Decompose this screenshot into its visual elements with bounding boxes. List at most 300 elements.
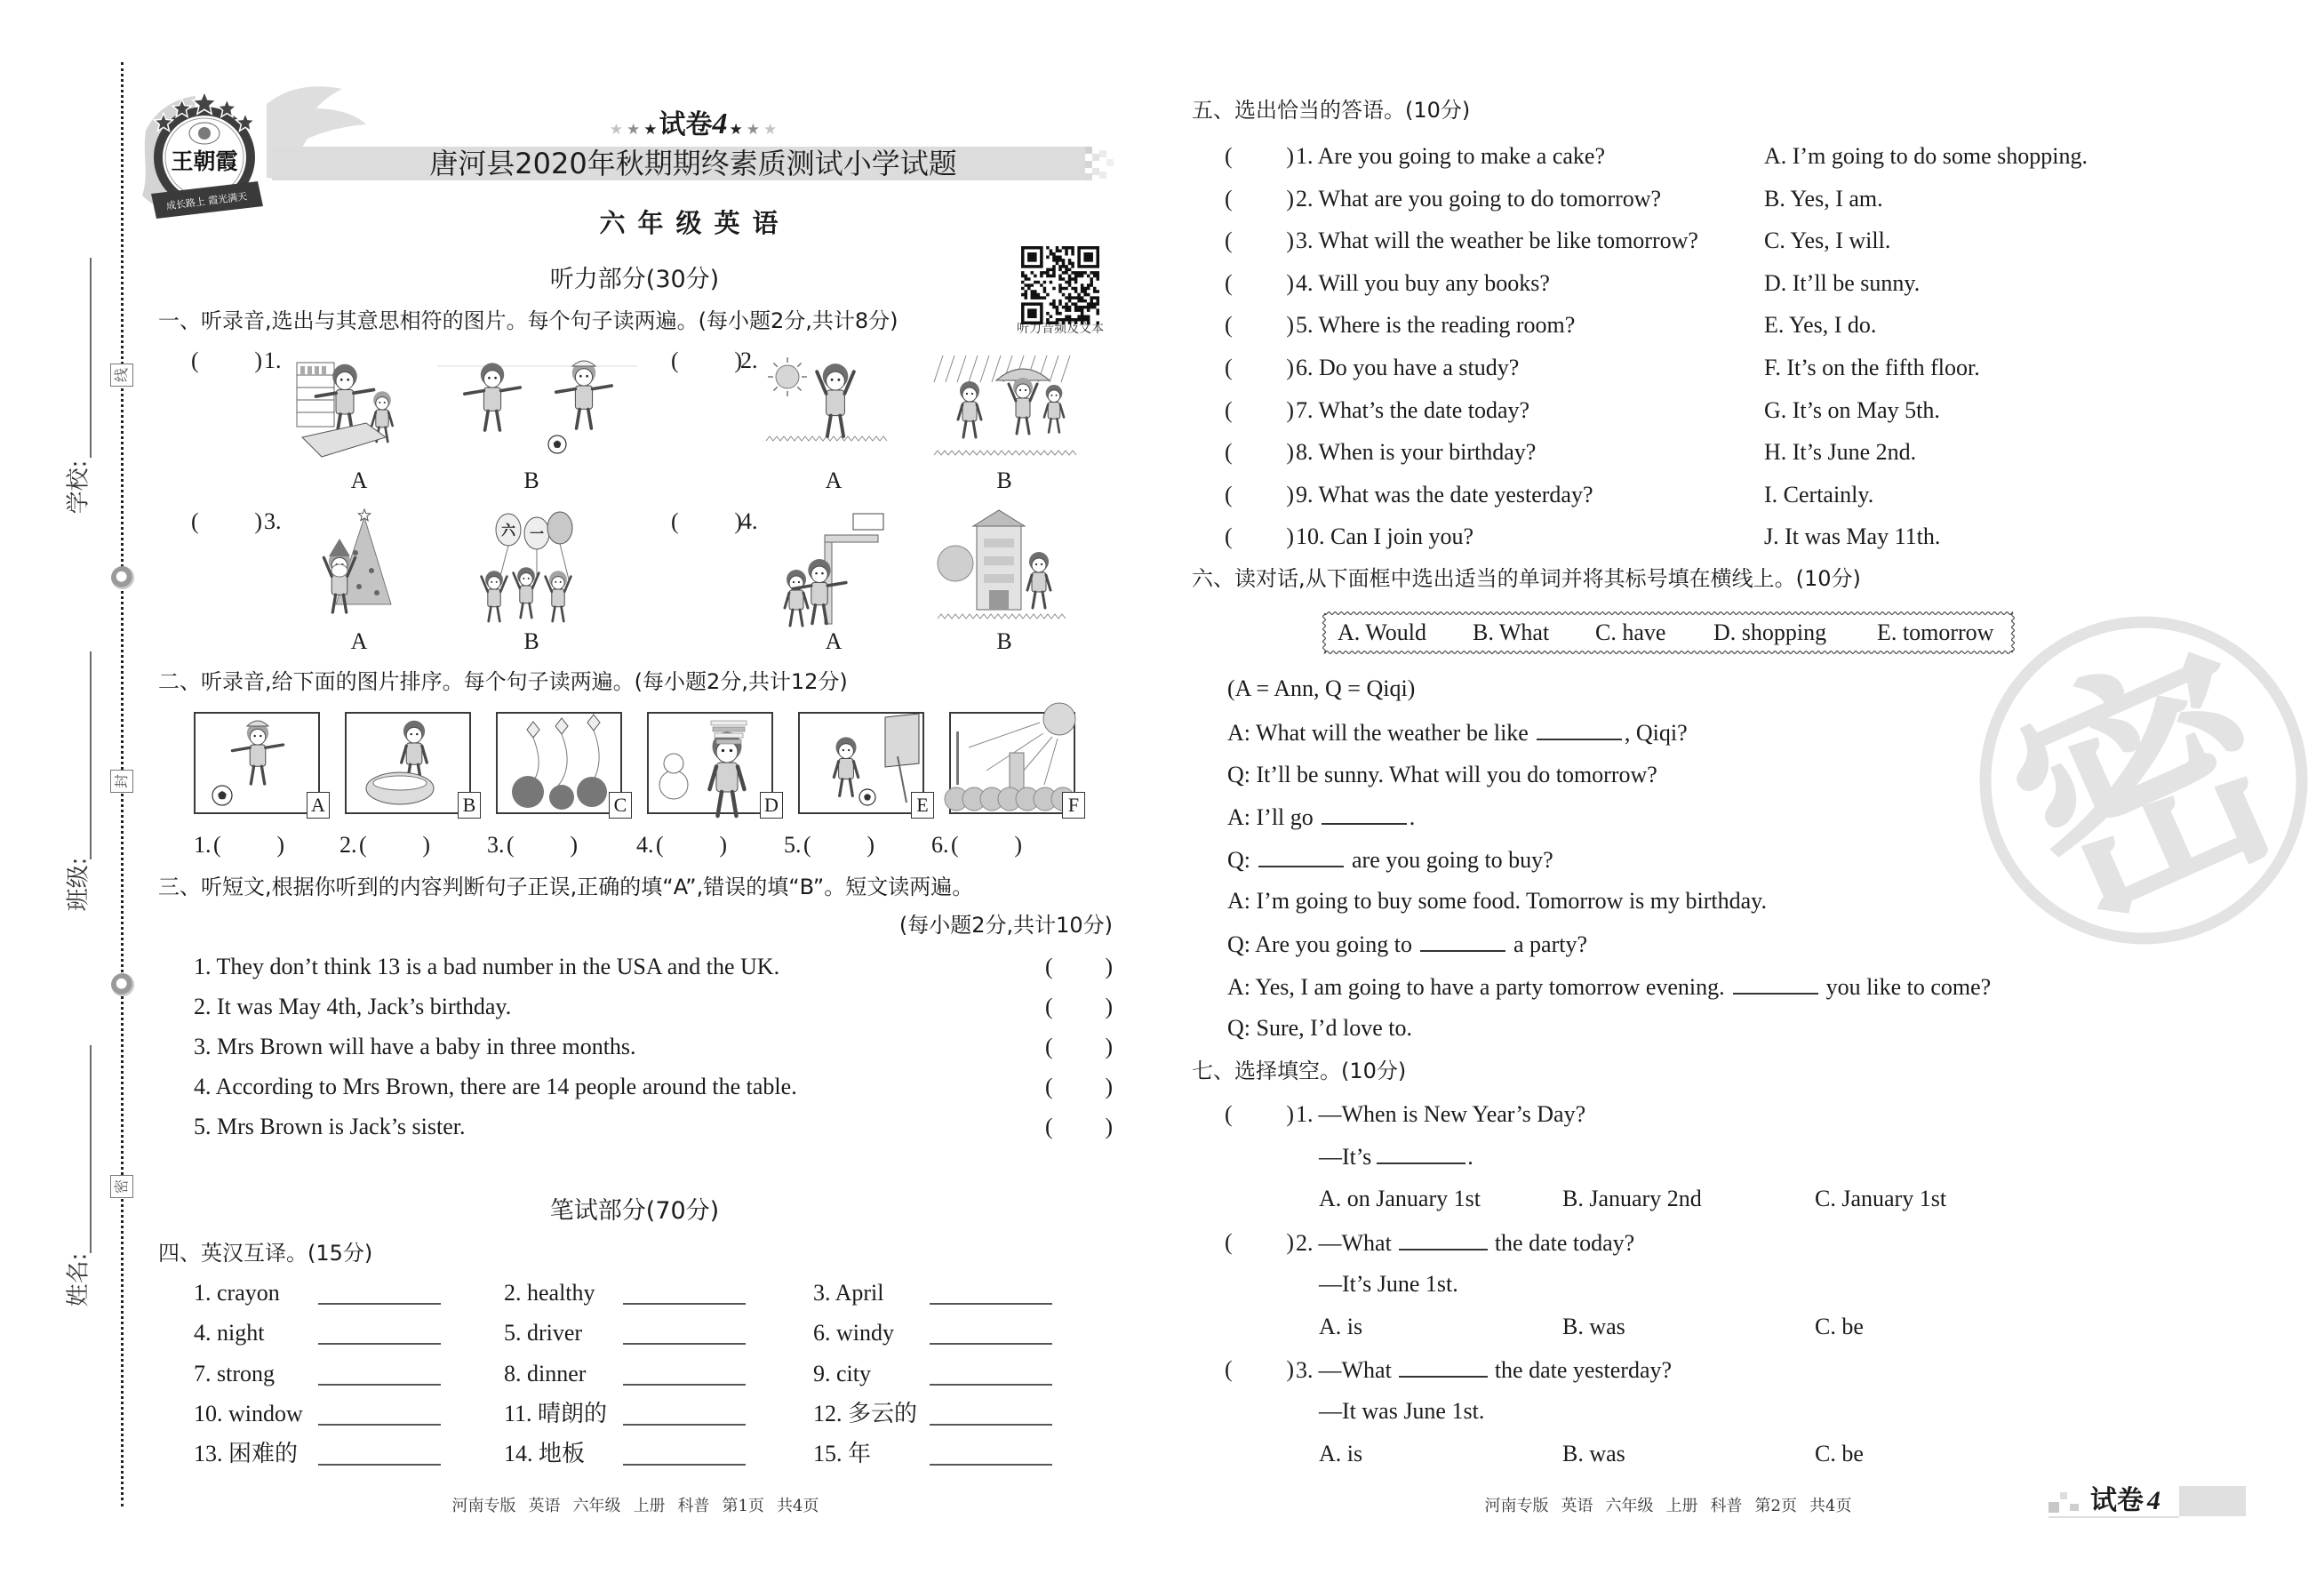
fill-in-blank[interactable] [1537, 719, 1622, 740]
grass-shape [938, 614, 1066, 619]
leg-shape [1017, 418, 1019, 434]
answer-line[interactable] [623, 1464, 746, 1466]
choice-option: C. be [1815, 1314, 1864, 1339]
leg-shape [530, 603, 532, 618]
picture-sunny-hot-day [766, 356, 882, 460]
paper-label: 试卷 [659, 109, 713, 140]
answer-blank[interactable] [1225, 439, 1294, 466]
answer-blank[interactable] [1045, 1074, 1113, 1100]
body-shape [483, 388, 500, 411]
matching-answer-option: D. It’ll be sunny. [1764, 270, 1921, 296]
rain-line [1050, 356, 1058, 382]
word-bank-option: B. What [1473, 619, 1550, 645]
cap-shape [572, 361, 595, 366]
face-shape [962, 388, 977, 402]
picture-frame [345, 712, 476, 816]
question-number: 1. [264, 348, 282, 373]
eye-shape [416, 733, 418, 735]
matching-question: 10. Can I join you? [1296, 523, 1474, 549]
dialogue-line: Q: It’ll be sunny. What will you do tomorrow? [1227, 762, 1657, 787]
question-number: 3. [264, 508, 282, 534]
order-number: 4. [636, 832, 654, 858]
answer-line[interactable] [623, 1343, 746, 1345]
picture-shopping [293, 356, 415, 460]
arm-shape [465, 391, 484, 395]
body-shape [520, 586, 532, 603]
face-shape [811, 566, 827, 582]
translation-item: 11. 晴朗的 [504, 1401, 608, 1426]
paper-badge [2090, 1485, 2160, 1517]
picture-playing-football [437, 356, 637, 460]
leg-shape [386, 427, 388, 442]
star-icon [730, 114, 743, 146]
face-shape [336, 372, 354, 390]
arm-shape [354, 390, 374, 394]
translation-item: 10. window [194, 1401, 303, 1426]
sun-shape [776, 365, 799, 388]
answer-blank[interactable] [1225, 228, 1294, 254]
eye-shape [579, 375, 582, 378]
answer-line[interactable] [318, 1303, 441, 1305]
leg-shape [521, 603, 523, 618]
question-number: 3. [1296, 1357, 1314, 1383]
answer-blank[interactable] [1225, 312, 1294, 339]
body-shape [575, 386, 592, 409]
eye-shape [843, 749, 844, 751]
answer-blank[interactable] [1045, 1034, 1113, 1060]
dialogue-line [1227, 803, 1415, 830]
dialogue-text-after: are you going to buy? [1352, 847, 1553, 873]
reply-text-before: —It’s [1319, 1144, 1372, 1170]
translation-item: 4. night [194, 1320, 265, 1346]
answer-line[interactable] [623, 1384, 746, 1386]
choice-question [1296, 1101, 1585, 1128]
rain-line [1061, 356, 1070, 382]
answer-line[interactable] [318, 1464, 441, 1466]
dialogue-line [1227, 931, 1587, 957]
body-shape [1032, 572, 1046, 592]
eye-shape [496, 581, 498, 583]
leg-shape [588, 409, 592, 428]
school-label: 学校: [65, 459, 92, 515]
eye-shape [1056, 395, 1058, 396]
answer-blank[interactable] [803, 832, 874, 859]
dialogue-text-after: . [1409, 804, 1416, 830]
sun-ray [1044, 739, 1058, 785]
eye-shape [494, 377, 497, 380]
star-icon [763, 114, 777, 146]
arm-shape [853, 762, 858, 778]
ornament-shape [369, 568, 374, 573]
badge-number: 4 [2147, 1486, 2160, 1515]
eye-shape [971, 393, 973, 395]
matching-answer-option: J. It was May 11th. [1764, 523, 1941, 549]
balloon-label: 六 [500, 522, 516, 539]
section-3-score: (每小题2分,共计10分) [898, 913, 1113, 938]
question-number: 2. [1296, 1230, 1314, 1256]
question-number: 4. [740, 508, 758, 534]
eye-shape [488, 377, 491, 380]
answer-blank[interactable] [507, 832, 578, 859]
counter-shape [302, 423, 386, 457]
dialogue-text-before: A: I’ll go [1227, 804, 1314, 830]
eye-shape [798, 581, 800, 583]
sun-ray [969, 723, 1040, 747]
section-7-heading: 七、选择填空。(10分) [1192, 1059, 1407, 1083]
logo-banner-text: 成长路上 霞光满天 [165, 190, 248, 212]
eye-shape [848, 749, 850, 751]
answer-blank[interactable] [1225, 1101, 1294, 1128]
section-6-heading: 六、读对话,从下面框中选出适当的单词并将其标号填在横线上。(10分) [1192, 566, 1861, 591]
tree-crown [938, 546, 973, 581]
matching-question: 2. What are you going to do tomorrow? [1296, 186, 1662, 212]
arm-shape [1027, 575, 1032, 590]
footer-item: 共4页 [1809, 1497, 1852, 1515]
qr-code[interactable] [1021, 246, 1099, 324]
dialogue-text-before: A: Yes, I am going to have a party tomorrow evening. [1227, 974, 1725, 1000]
fill-in-blank[interactable] [1399, 1356, 1488, 1378]
eye-shape [491, 581, 492, 583]
child-head [549, 785, 574, 810]
face-shape [520, 573, 532, 586]
translation-item: 1. crayon [194, 1280, 280, 1306]
eye-shape [347, 379, 349, 381]
binding-hole-icon [111, 566, 134, 589]
picture-playing-basketball [800, 714, 922, 812]
matching-question: 6. Do you have a study? [1296, 355, 1520, 380]
answer-line[interactable] [623, 1424, 746, 1426]
answer-blank[interactable] [671, 348, 742, 374]
picture-label: C [609, 792, 632, 819]
option-label: A [825, 467, 843, 493]
arm-shape [1044, 404, 1048, 417]
child-head [577, 777, 607, 807]
dialogue-line: A: I’m going to buy some food. Tomorrow is my birthday. [1227, 888, 1767, 914]
true-false-statement: 1. They don’t think 13 is a bad number in the USA and the UK. [194, 954, 780, 979]
star-icon [627, 114, 640, 146]
body-shape [839, 759, 854, 779]
badge-gray-block [2179, 1486, 2246, 1516]
choice-question [1296, 1356, 1672, 1383]
answer-line[interactable] [623, 1303, 746, 1305]
bowl-rim [373, 776, 427, 790]
leg-shape [261, 766, 264, 784]
leg-shape [562, 607, 564, 621]
footer-item: 河南专版 [451, 1497, 516, 1515]
word-bank-option: C. have [1595, 619, 1666, 645]
picture-label: D [760, 792, 783, 819]
leg-shape [840, 416, 843, 436]
answer-line[interactable] [930, 1464, 1052, 1466]
cut-mark-secret: 密 [110, 1175, 133, 1198]
leg-shape [973, 421, 976, 437]
eye-shape [586, 375, 588, 378]
eye-shape [253, 735, 255, 737]
face-shape [552, 577, 564, 589]
answer-line[interactable] [930, 1343, 1052, 1345]
answer-blank[interactable] [1225, 143, 1294, 170]
arm-shape [316, 393, 337, 396]
order-number: 6. [931, 832, 949, 858]
fade-square [1085, 147, 1092, 154]
leg-shape [251, 766, 253, 784]
page-footer-right [1479, 1496, 1858, 1517]
listening-part-title: 听力部分(30分) [549, 266, 720, 293]
footer-item: 英语 [1561, 1497, 1593, 1515]
watermark-character: 密 [1974, 605, 2320, 971]
arm-shape [977, 404, 981, 419]
answer-blank[interactable] [1225, 1356, 1294, 1383]
ornament-shape [353, 550, 358, 555]
section-3-heading: 三、听短文,根据你听到的内容判断句子正误,正确的填“A”,错误的填“B”。短文读两遍。 [158, 875, 974, 899]
sign-arm [825, 535, 878, 542]
window-shape [984, 574, 1014, 583]
leg-shape [553, 607, 555, 621]
answer-blank[interactable] [656, 832, 727, 859]
choice-option: B. was [1562, 1441, 1625, 1466]
picture-label: A [307, 792, 330, 819]
picture-winter-snowman [649, 714, 771, 812]
fill-in-blank[interactable] [1377, 1143, 1465, 1164]
leg-shape [497, 411, 500, 430]
snowman-body [659, 771, 688, 799]
answer-blank[interactable] [213, 832, 284, 859]
matching-question: 7. What’s the date today? [1296, 397, 1530, 423]
answer-blank[interactable] [359, 832, 430, 859]
answer-line[interactable] [318, 1424, 441, 1426]
arm-shape [556, 389, 576, 393]
picture-frame [798, 712, 929, 816]
sun-shape [1043, 703, 1075, 735]
name-field[interactable] [90, 1045, 92, 1253]
true-false-statement: 2. It was May 4th, Jack’s birthday. [194, 994, 512, 1019]
answer-blank[interactable] [671, 508, 742, 535]
answer-blank[interactable] [191, 348, 262, 374]
arm-shape [402, 746, 407, 763]
body-shape [789, 590, 803, 610]
eye-shape [793, 581, 795, 583]
picture-flying-kites [498, 714, 620, 812]
arm-shape [803, 593, 808, 608]
eye-shape [528, 578, 530, 579]
building-roof [973, 510, 1025, 526]
qr-caption: 听力音频及文本 [1017, 322, 1104, 336]
word-bank-option: E. tomorrow [1877, 619, 1994, 645]
dialogue-text-after: you like to come? [1825, 974, 1992, 1000]
written-part-title: 笔试部分(70分) [549, 1197, 720, 1225]
logo-brand: 王朝霞 [171, 148, 238, 174]
true-false-statement: 5. Mrs Brown is Jack’s sister. [194, 1114, 466, 1139]
sun-ray [797, 387, 801, 390]
leg-shape [1033, 592, 1035, 608]
answer-blank[interactable] [1225, 482, 1294, 508]
answer-blank[interactable] [1045, 1114, 1113, 1140]
matching-answer-option: C. Yes, I will. [1764, 228, 1891, 253]
eye-shape [815, 572, 818, 575]
matching-answer-option: B. Yes, I am. [1764, 186, 1883, 212]
leg-shape [827, 416, 831, 436]
leg-shape [718, 792, 723, 816]
section-5-heading: 五、选出恰当的答语。(10分) [1192, 98, 1471, 123]
binding-hole-icon [111, 973, 134, 996]
badge-deco-square [2060, 1492, 2067, 1499]
ornament-shape [374, 590, 379, 595]
choice-option: A. on January 1st [1319, 1186, 1481, 1211]
hat-stripe [715, 733, 743, 738]
arm-shape [501, 388, 521, 391]
footer-item: 第1页 [722, 1497, 764, 1515]
paper-number-heading [608, 108, 779, 140]
kite-shape [587, 715, 600, 731]
fill-in-blank[interactable] [1399, 1229, 1488, 1250]
answer-blank[interactable] [1225, 270, 1294, 297]
choice-option: B. January 2nd [1562, 1186, 1702, 1211]
answer-blank[interactable] [1045, 994, 1113, 1020]
answer-blank[interactable] [1225, 523, 1294, 550]
reply-text-before: —It was June 1st. [1319, 1398, 1485, 1424]
sun-ray [773, 363, 777, 366]
answer-blank[interactable] [191, 508, 262, 535]
arm-shape [710, 767, 717, 790]
dialogue-text-after: a party? [1513, 931, 1588, 957]
leg-shape [332, 595, 335, 612]
choice-option: C. January 1st [1815, 1186, 1947, 1211]
answer-line[interactable] [930, 1424, 1052, 1426]
face-shape [483, 371, 500, 388]
eye-shape [722, 749, 724, 752]
answer-line[interactable] [318, 1343, 441, 1345]
matching-question: 8. When is your birthday? [1296, 439, 1537, 465]
choice-reply [1319, 1271, 1458, 1298]
fill-in-blank[interactable] [1420, 931, 1505, 952]
question-text-after: the date today? [1494, 1230, 1635, 1256]
picture-frame [647, 712, 779, 816]
matching-question: 5. Where is the reading room? [1296, 312, 1576, 338]
fade-square [1099, 172, 1106, 179]
question-text-after: the date yesterday? [1494, 1357, 1673, 1383]
face-shape [1032, 558, 1046, 572]
translation-item: 2. healthy [504, 1280, 595, 1306]
choice-reply [1319, 1143, 1473, 1170]
answer-blank[interactable] [1225, 397, 1294, 424]
matching-answer-option: H. It’s June 2nd. [1764, 439, 1917, 465]
rain-line [980, 356, 989, 382]
face-shape [376, 397, 388, 410]
order-number: 5. [784, 832, 802, 858]
option-label: B [523, 628, 539, 654]
santa-hat [329, 539, 350, 556]
true-false-statement: 4. According to Mrs Brown, there are 14 people around the table. [194, 1074, 797, 1099]
star-icon [643, 114, 657, 146]
sun-ray [797, 363, 801, 366]
picture-frame [496, 712, 627, 816]
matching-answer-option: A. I’m going to do some shopping. [1764, 143, 2088, 169]
translation-item: 15. 年 [813, 1441, 872, 1466]
eye-shape [831, 379, 834, 381]
option-label: B [523, 467, 539, 493]
item-shape [300, 366, 305, 375]
fade-square [1092, 154, 1099, 161]
leg-shape [1042, 592, 1045, 608]
balloon-label: 一 [529, 525, 545, 542]
hat-stripe [711, 721, 747, 725]
item-shape [315, 366, 319, 375]
question-number: 2. [740, 348, 758, 373]
name-label: 姓名: [65, 1252, 92, 1307]
arm-shape [834, 762, 838, 778]
fade-square [1085, 173, 1092, 180]
school-field[interactable] [90, 258, 92, 458]
eye-shape [410, 733, 411, 735]
eye-shape [821, 572, 824, 575]
leg-shape [1026, 418, 1029, 434]
picture-kicking-football [196, 714, 318, 812]
answer-blank[interactable] [951, 832, 1022, 859]
fade-square [1099, 150, 1106, 157]
dialogue-text-after: , Qiqi? [1624, 720, 1688, 746]
question-text-before: —When is New Year’s Day? [1318, 1101, 1586, 1127]
answer-line[interactable] [930, 1303, 1052, 1305]
footer-item: 上册 [633, 1497, 666, 1515]
answer-blank[interactable] [1225, 186, 1294, 212]
footer-item: 六年级 [572, 1497, 621, 1515]
dialogue-line: Q: Sure, I’d love to. [1227, 1015, 1412, 1041]
fade-square [1106, 159, 1114, 166]
choice-option: A. is [1319, 1441, 1363, 1466]
translation-item: 3. April [813, 1280, 884, 1306]
answer-blank[interactable] [1225, 1229, 1294, 1256]
true-false-statement: 3. Mrs Brown will have a baby in three months. [194, 1034, 636, 1059]
leg-shape [850, 779, 852, 796]
translation-item: 7. strong [194, 1361, 275, 1386]
fill-in-blank[interactable] [1733, 973, 1818, 995]
dialogue-text-before: A: What will the weather be like [1227, 720, 1529, 746]
order-number: 2. [339, 832, 357, 858]
leg-shape [577, 409, 580, 428]
picture-frame [949, 712, 1080, 816]
fill-in-blank[interactable] [1322, 803, 1407, 825]
body-shape [376, 410, 388, 427]
footer-item: 六年级 [1605, 1497, 1654, 1515]
cut-mark-line: 线 [110, 364, 133, 387]
matching-answer-option: G. It’s on May 5th. [1764, 397, 1940, 423]
body-shape [406, 743, 422, 764]
body-shape [716, 763, 738, 792]
answer-line[interactable] [318, 1384, 441, 1386]
question-number: 1. [1296, 1101, 1314, 1127]
class-field[interactable] [90, 651, 92, 859]
hat-stripe [716, 739, 741, 744]
choice-option: A. is [1319, 1314, 1363, 1339]
face-shape [250, 729, 266, 745]
answer-blank[interactable] [1045, 954, 1113, 980]
leg-shape [732, 792, 737, 816]
picture-label: F [1062, 792, 1085, 819]
answer-line[interactable] [930, 1384, 1052, 1386]
eye-shape [560, 581, 562, 583]
answer-blank[interactable] [1225, 355, 1294, 381]
item-shape [307, 366, 312, 375]
qr-modules [1021, 246, 1099, 324]
arm-shape [232, 747, 250, 750]
item-shape [322, 366, 326, 375]
option-label: A [350, 628, 368, 654]
eye-shape [1051, 395, 1053, 396]
face-shape [827, 372, 845, 390]
picture-christmas-santa [313, 508, 393, 624]
picture-rainy-day [934, 356, 1074, 460]
fill-in-blank[interactable] [1258, 846, 1344, 867]
